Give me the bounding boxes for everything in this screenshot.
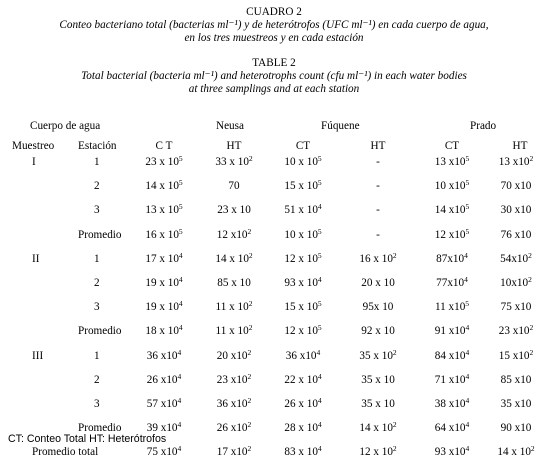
value-cell	[275, 350, 331, 363]
value-exponent: 2	[392, 444, 397, 453]
value-base: 77x10	[436, 277, 465, 289]
value-base: 16 x 10	[359, 253, 393, 265]
value-exponent: 4	[178, 323, 183, 332]
value-exponent: 4	[465, 348, 470, 357]
value-base: 93 x 10	[284, 277, 318, 289]
value-base: 92 x 10	[361, 325, 395, 337]
estacion-cell: 3	[94, 204, 100, 216]
header-neusa-ct: C T	[155, 140, 173, 152]
value-base: 75 x10	[500, 301, 532, 313]
value-base: -	[376, 156, 380, 168]
value-exponent: 5	[465, 227, 470, 236]
value-exponent: 2	[529, 323, 534, 332]
value-cell	[275, 204, 331, 217]
muestreo-cell: I	[32, 156, 36, 168]
value-base: 71 x10	[434, 374, 466, 386]
value-exponent: 2	[392, 348, 397, 357]
value-cell	[350, 204, 406, 217]
value-exponent: 4	[317, 202, 322, 211]
header-estacion: Estación	[78, 140, 117, 152]
value-exponent: 4	[465, 323, 470, 332]
value-base: 26 x10	[146, 374, 178, 386]
value-cell	[206, 204, 262, 217]
value-exponent: 2	[247, 348, 252, 357]
value-exponent: 4	[177, 348, 182, 357]
value-base: 85 x10	[500, 374, 532, 386]
value-cell	[136, 374, 192, 387]
value-base: 18 x 10	[145, 325, 179, 337]
value-exponent: 4	[178, 275, 183, 284]
value-base: 93 x10	[434, 446, 466, 458]
value-cell	[488, 156, 544, 169]
value-base: 83 x 10	[284, 446, 318, 458]
value-cell	[136, 277, 192, 290]
value-base: -	[376, 229, 380, 241]
value-cell	[206, 229, 262, 242]
value-base: 14 x 10	[145, 180, 179, 192]
value-exponent: 2	[528, 275, 532, 284]
value-cell	[350, 301, 406, 314]
value-base: 35 x10	[500, 398, 532, 410]
value-exponent: 2	[248, 323, 253, 332]
value-base: 84 x10	[434, 350, 466, 362]
value-exponent: 2	[392, 251, 397, 260]
caption-en-line1: Total bacterial (bacteria ml⁻¹) and heterotrophs count (cfu ml⁻¹) in each water bodies	[81, 70, 467, 82]
value-exponent: 2	[529, 154, 534, 163]
value-base: 23 x 10	[217, 204, 251, 216]
value-exponent: 4	[177, 444, 182, 453]
value-cell	[136, 180, 192, 193]
value-cell	[488, 277, 544, 290]
value-cell	[350, 374, 406, 387]
value-exponent: 5	[317, 251, 322, 260]
estacion-cell: Promedio	[78, 422, 122, 434]
value-cell	[488, 350, 544, 363]
value-cell	[488, 422, 544, 435]
value-cell	[350, 229, 406, 242]
value-cell	[350, 446, 406, 459]
value-exponent: 4	[316, 348, 321, 357]
value-base: 15 x 10	[284, 301, 318, 313]
value-exponent: 5	[465, 202, 470, 211]
value-cell	[350, 398, 406, 411]
value-cell	[275, 156, 331, 169]
value-cell	[488, 446, 544, 459]
value-cell	[275, 446, 331, 459]
value-exponent: 5	[178, 154, 183, 163]
estacion-cell: 1	[94, 253, 100, 265]
value-base: 35 x 10	[361, 374, 395, 386]
value-base: 76 x10	[500, 229, 532, 241]
value-cell	[206, 374, 262, 387]
value-cell	[206, 180, 262, 193]
value-base: 15 x10	[498, 350, 530, 362]
value-cell	[350, 253, 406, 266]
header-fuquene-ht: HT	[370, 140, 386, 152]
total-label: Promedio total	[32, 446, 99, 458]
value-base: 90 x10	[500, 422, 532, 434]
value-cell	[206, 301, 262, 314]
caption-es-line1: Conteo bacteriano total (bacterias ml⁻¹) y de heterótrofos (UFC ml⁻¹) en cada cuerpo de agua,	[59, 19, 489, 31]
value-cell	[488, 180, 544, 193]
value-base: 70	[228, 180, 240, 192]
value-base: 39 x10	[146, 422, 178, 434]
value-exponent: 4	[177, 372, 182, 381]
value-base: 13 x10	[498, 156, 530, 168]
value-base: 35 x 10	[359, 350, 393, 362]
value-cell	[488, 398, 544, 411]
value-base: 14 x10	[434, 204, 466, 216]
value-cell	[275, 229, 331, 242]
value-exponent: 5	[178, 202, 183, 211]
value-cell	[424, 180, 480, 193]
value-base: 26 x10	[216, 422, 248, 434]
footnote: CT: Conteo Total HT: Heterótrofos	[8, 433, 167, 445]
value-exponent: 2	[247, 372, 252, 381]
value-cell	[424, 253, 480, 266]
value-cell	[275, 422, 331, 435]
value-base: 12 x 10	[284, 325, 318, 337]
value-base: 95x 10	[362, 301, 394, 313]
value-cell	[424, 229, 480, 242]
value-exponent: 4	[465, 396, 470, 405]
value-cell	[424, 374, 480, 387]
value-base: 11 x 10	[215, 325, 249, 337]
value-cell	[488, 229, 544, 242]
value-exponent: 2	[530, 444, 535, 453]
value-base: 14 x 10	[497, 446, 531, 458]
value-cell	[275, 253, 331, 266]
value-cell	[275, 277, 331, 290]
value-base: 17 x 10	[145, 253, 179, 265]
estacion-cell: 3	[94, 301, 100, 313]
value-cell	[488, 301, 544, 314]
value-exponent: 4	[178, 251, 183, 260]
value-cell	[136, 398, 192, 411]
value-base: 70 x10	[500, 180, 532, 192]
value-exponent: 5	[317, 178, 322, 187]
value-cell	[488, 325, 544, 338]
value-base: 13 x 10	[145, 204, 179, 216]
header-neusa-ht: HT	[226, 140, 242, 152]
muestreo-cell: III	[32, 350, 44, 362]
value-base: 91 x10	[434, 325, 466, 337]
value-cell	[206, 156, 262, 169]
value-base: 20 x10	[216, 350, 248, 362]
value-base: 54x10	[500, 253, 529, 265]
value-base: -	[376, 204, 380, 216]
value-exponent: 4	[317, 372, 322, 381]
value-cell	[424, 277, 480, 290]
estacion-cell: 1	[94, 350, 100, 362]
estacion-cell: 1	[94, 156, 100, 168]
value-base: 19 x 10	[145, 301, 179, 313]
value-base: 20 x 10	[361, 277, 395, 289]
value-base: 15 x 10	[284, 180, 318, 192]
value-cell	[488, 253, 544, 266]
value-exponent: 2	[248, 251, 253, 260]
value-base: 36 x10	[216, 398, 248, 410]
value-base: 75 x10	[146, 446, 178, 458]
value-cell	[136, 156, 192, 169]
value-base: 10 x 10	[284, 229, 318, 241]
header-prado-ct: CT	[444, 140, 460, 152]
value-cell	[275, 301, 331, 314]
value-cell	[424, 156, 480, 169]
value-cell	[136, 301, 192, 314]
value-base: 10x10	[500, 277, 529, 289]
value-cell	[136, 229, 192, 242]
value-cell	[350, 422, 406, 435]
value-base: 26 x 10	[284, 398, 318, 410]
value-exponent: 2	[247, 444, 252, 453]
value-exponent: 5	[317, 323, 322, 332]
value-cell	[424, 204, 480, 217]
header-fuquene-ct: CT	[295, 140, 311, 152]
estacion-cell: 2	[94, 374, 100, 386]
estacion-cell: Promedio	[78, 229, 122, 241]
value-exponent: 2	[528, 251, 532, 260]
value-base: 33 x 10	[215, 156, 249, 168]
value-base: 36 x10	[146, 350, 178, 362]
value-exponent: 4	[177, 396, 182, 405]
value-exponent: 5	[465, 154, 470, 163]
value-exponent: 2	[529, 348, 534, 357]
header-prado: Prado	[470, 120, 497, 132]
value-base: 38 x10	[434, 398, 466, 410]
value-cell	[136, 446, 192, 459]
header-neusa: Neusa	[216, 120, 244, 132]
value-base: 19 x 10	[145, 277, 179, 289]
estacion-cell: 3	[94, 398, 100, 410]
value-cell	[350, 350, 406, 363]
value-exponent: 4	[465, 444, 470, 453]
value-base: 23 x 10	[145, 156, 179, 168]
value-base: 12 x10	[216, 229, 248, 241]
value-base: 10 x10	[434, 180, 466, 192]
value-exponent: 4	[464, 275, 468, 284]
value-base: 87x10	[436, 253, 465, 265]
value-cell	[206, 422, 262, 435]
value-cell	[136, 253, 192, 266]
value-cell	[275, 180, 331, 193]
caption-en-title: TABLE 2	[252, 57, 296, 69]
value-base: 85 x 10	[217, 277, 251, 289]
caption-es-line2: en los tres muestreos y en cada estación	[184, 32, 364, 44]
value-exponent: 4	[178, 299, 183, 308]
value-cell	[275, 374, 331, 387]
value-cell	[206, 325, 262, 338]
value-exponent: 4	[317, 420, 322, 429]
value-exponent: 2	[247, 420, 252, 429]
value-exponent: 4	[465, 420, 470, 429]
value-exponent: 2	[248, 154, 253, 163]
value-base: 35 x 10	[361, 398, 395, 410]
value-cell	[488, 374, 544, 387]
value-cell	[350, 325, 406, 338]
value-base: 14 x 10	[359, 422, 393, 434]
value-base: 12 x 10	[359, 446, 393, 458]
value-exponent: 4	[317, 444, 322, 453]
estacion-cell: Promedio	[78, 325, 122, 337]
value-exponent: 4	[177, 420, 182, 429]
muestreo-cell: II	[32, 253, 40, 265]
value-base: 12 x10	[434, 229, 466, 241]
value-cell	[350, 156, 406, 169]
header-muestreo: Muestreo	[12, 140, 55, 152]
value-base: 14 x 10	[215, 253, 249, 265]
value-exponent: 5	[317, 227, 322, 236]
value-exponent: 5	[317, 299, 322, 308]
value-base: 57 x10	[146, 398, 178, 410]
value-cell	[206, 398, 262, 411]
value-exponent: 4	[464, 251, 468, 260]
value-base: 23 x10	[498, 325, 530, 337]
value-exponent: 4	[465, 372, 470, 381]
value-exponent: 2	[247, 396, 252, 405]
value-cell	[206, 277, 262, 290]
header-cuerpo-de-agua: Cuerpo de agua	[30, 120, 101, 132]
value-base: -	[376, 180, 380, 192]
value-cell	[275, 398, 331, 411]
header-fuquene: Fúquene	[321, 120, 360, 132]
value-cell	[488, 204, 544, 217]
value-base: 22 x 10	[284, 374, 318, 386]
value-base: 64 x10	[434, 422, 466, 434]
value-cell	[424, 398, 480, 411]
value-base: 13 x10	[434, 156, 466, 168]
value-exponent: 5	[465, 299, 470, 308]
caption-es-title: CUADRO 2	[246, 6, 302, 18]
value-cell	[424, 446, 480, 459]
value-cell	[136, 350, 192, 363]
value-exponent: 5	[465, 178, 470, 187]
value-exponent: 4	[317, 275, 322, 284]
estacion-cell: 2	[94, 180, 100, 192]
caption-en-line2: at three samplings and at each station	[188, 83, 360, 95]
value-base: 30 x10	[500, 204, 532, 216]
value-cell	[424, 350, 480, 363]
value-cell	[424, 301, 480, 314]
value-cell	[350, 180, 406, 193]
value-cell	[424, 325, 480, 338]
value-base: 17 x10	[216, 446, 248, 458]
value-cell	[136, 204, 192, 217]
value-cell	[206, 350, 262, 363]
value-exponent: 5	[178, 227, 183, 236]
estacion-cell: 2	[94, 277, 100, 289]
value-exponent: 2	[248, 299, 253, 308]
value-base: 11 x10	[434, 301, 466, 313]
value-cell	[136, 325, 192, 338]
value-base: 28 x 10	[284, 422, 318, 434]
value-base: 51 x 10	[284, 204, 318, 216]
value-base: 12 x 10	[284, 253, 318, 265]
value-base: 23 x10	[216, 374, 248, 386]
value-exponent: 2	[392, 420, 397, 429]
value-base: 11 x 10	[215, 301, 249, 313]
value-cell	[206, 253, 262, 266]
value-exponent: 2	[247, 227, 252, 236]
value-base: 16 x 10	[145, 229, 179, 241]
value-cell	[350, 277, 406, 290]
value-cell	[206, 446, 262, 459]
value-base: 10 x 10	[284, 156, 318, 168]
value-cell	[275, 325, 331, 338]
value-exponent: 5	[178, 178, 183, 187]
value-exponent: 5	[317, 154, 322, 163]
header-prado-ht: HT	[512, 140, 528, 152]
value-base: 36 x10	[285, 350, 317, 362]
value-exponent: 4	[317, 396, 322, 405]
value-cell	[424, 422, 480, 435]
